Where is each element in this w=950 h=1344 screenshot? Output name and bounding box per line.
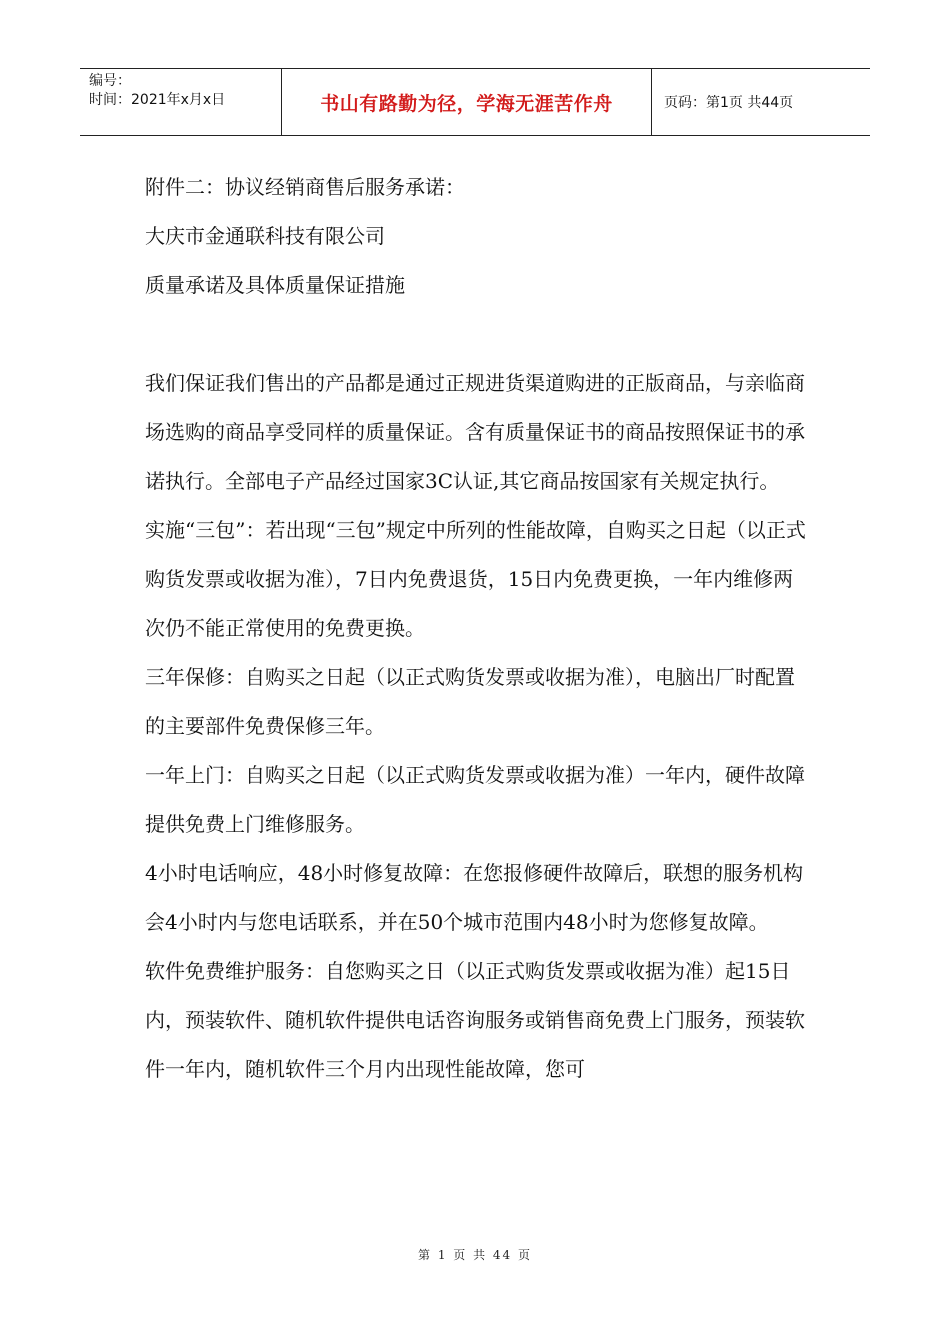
- paragraph-software-maintenance: 软件免费维护服务：自您购买之日（以正式购货发票或收据为准）起15日内，预装软件、随机软件提供电话咨询服务或销售商免费上门服务，预装软件一年内，随机软件三个月内出现性能故障，您可: [145, 959, 805, 1081]
- blank-line: [145, 310, 810, 359]
- section-title: 质量承诺及具体质量保证措施: [145, 273, 405, 297]
- header-motto: 书山有路勤为径，学海无涯苦作舟: [282, 69, 652, 135]
- page-header: [80, 68, 870, 136]
- header-meta: [80, 69, 282, 135]
- paragraph-quality-guarantee: 我们保证我们售出的产品都是通过正规进货渠道购进的正版商品，与亲临商场选购的商品享受同样的质量保证。含有质量保证书的商品按照保证书的承诺执行。全部电子产品经过国家3C认证,其它商品按国家有关规定执行。: [145, 371, 805, 493]
- paragraph-onsite-service: 一年上门：自购买之日起（以正式购货发票或收据为准）一年内，硬件故障提供免费上门维修服务。: [145, 763, 805, 836]
- paragraph-three-year-warranty: 三年保修：自购买之日起（以正式购货发票或收据为准），电脑出厂时配置的主要部件免费保修三年。: [145, 665, 795, 738]
- date-label: 时间：2021年x月x日: [89, 92, 226, 108]
- header-page-info: 页码：第1页 共44页: [664, 95, 794, 111]
- company-name: 大庆市金通联科技有限公司: [145, 224, 385, 248]
- attachment-title: 附件二：协议经销商售后服务承诺：: [145, 175, 465, 199]
- page-footer: 第 1 页 共 44 页: [418, 1248, 532, 1262]
- paragraph-response-time: 4小时电话响应，48小时修复故障：在您报修硬件故障后，联想的服务机构会4小时内与您电话联系，并在50个城市范围内48小时为您修复故障。: [145, 861, 804, 934]
- paragraph-three-guarantees: 实施“三包”：若出现“三包”规定中所列的性能故障，自购买之日起（以正式购货发票或收据为准），7日内免费退货，15日内免费更换，一年内维修两次仍不能正常使用的免费更换。: [145, 518, 806, 640]
- document-body: [145, 163, 810, 1094]
- serial-number-label: 编号：: [89, 73, 131, 89]
